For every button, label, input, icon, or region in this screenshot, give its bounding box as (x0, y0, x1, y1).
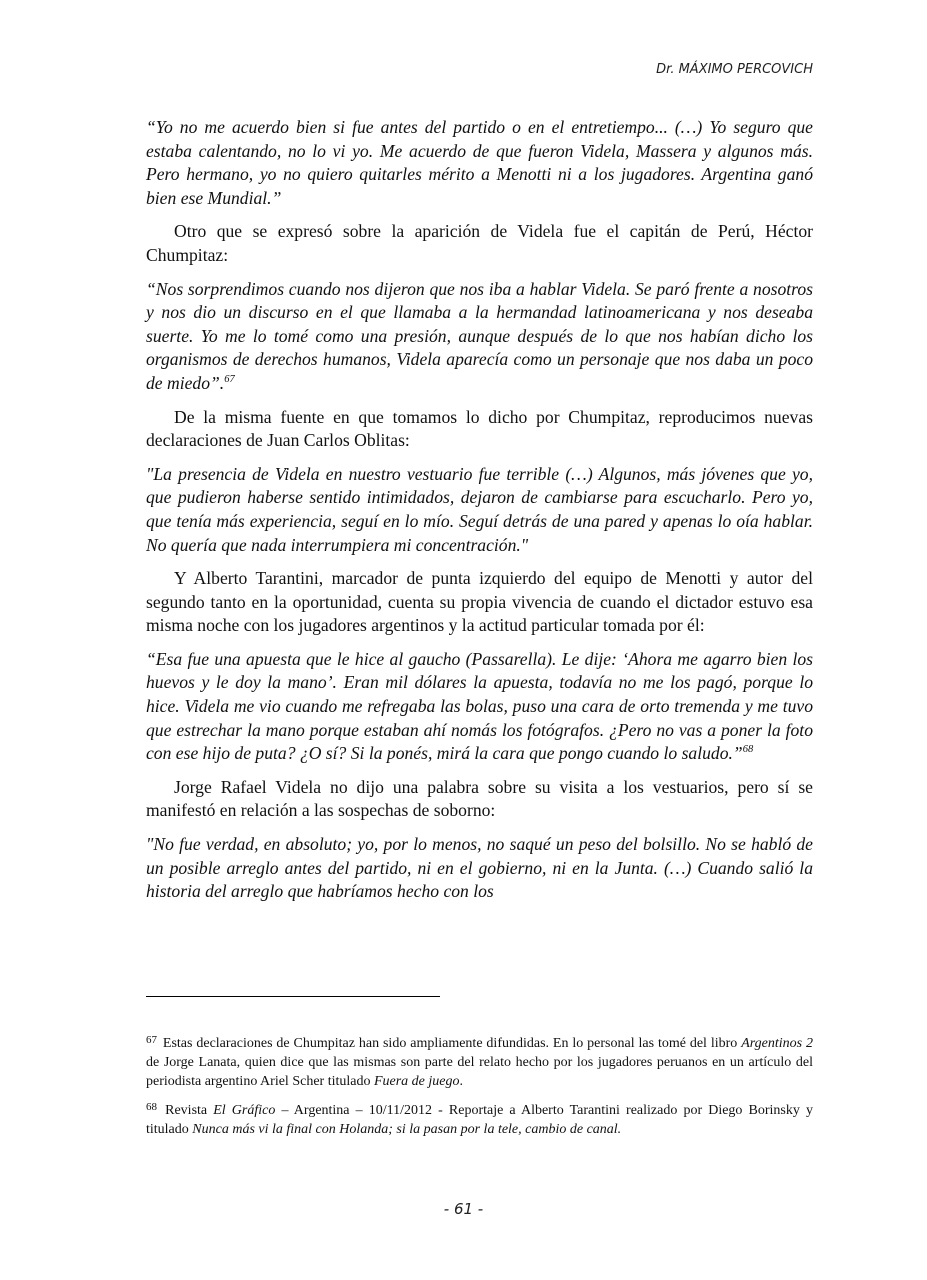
footnote-ref-68[interactable]: 68 (742, 744, 754, 756)
footnote-number-68: 68 (146, 1101, 157, 1113)
quote-paragraph-7: “Esa fue una apuesta que le hice al gaucho (Passarella). Le dije: ‘Ahora me agarro bien los huevos y le doy la mano’. Eran mil dólares la apuesta, todavía no me los pagó, porque lo hice. Videla me vio cuando me refregaba las bolas, puso una cara de orto tremenda y me tuvo que estrechar la mano porque estaban ahí nomás los fotógrafos. ¿Pero no vas a poner la foto con ese hijo de puta? ¿O sí? Si la ponés, mirá la cara que pongo cuando lo saludo.”$^{68}$ (146, 648, 813, 764)
footnote-68: $^{68}$ Revista El Gráfico – Argentina – 10/11/2012 - Reportaje a Alberto Tarantini realizado por Diego Borinsky y titulado Nunca más vi la final con Holanda; si la pasan por la tele, cambio de canal. (146, 1101, 813, 1137)
book-title: Argentinos 2 (741, 1036, 814, 1051)
running-header: Dr. MÁXIMO PERCOVICH (656, 62, 813, 77)
footnote-separator (146, 996, 440, 997)
quote-paragraph-3: “Nos sorprendimos cuando nos dijeron que nos iba a hablar Videla. Se paró frente a nosotros y nos dio un discurso en el que llamaba a la hermandad latinoamericana y nos deseaba suerte. Yo me lo tomé como una presión, aunque después de lo que nos habían dicho los organismos de derechos humanos, Videla aparecía como un personaje que nos daba un poco de miedo”.$^{67}$ (146, 278, 813, 393)
footnote-ref-67[interactable]: 67 (224, 373, 235, 385)
quote-paragraph-9: "No fue verdad, en absoluto; yo, por lo menos, no saqué un peso del bolsillo. No se habló de un posible arreglo antes del partido, ni en el gobierno, ni en la Junta. (…) Cuando salió la historia del arreglo que habríamos hecho con los (146, 834, 813, 902)
paragraph-6: Y Alberto Tarantini, marcador de punta izquierdo del equipo de Menotti y autor del segundo tanto en la oportunidad, cuenta su propia vivencia de cuando el dictador estuvo esa misma noche con los jugadores argentinos y la actitud particular tomada por él: (146, 568, 813, 636)
paragraph-4: De la misma fuente en que tomamos lo dicho por Chumpitaz, reproducimos nuevas declaraciones de Juan Carlos Oblitas: (146, 406, 813, 451)
article-title: Fuera de juego (373, 1074, 460, 1089)
footnote-67: $^{67}$ Estas declaraciones de Chumpitaz han sido ampliamente difundidas. En lo personal las tomé del libro Argentinos 2 de Jorge Lanata, quien dice que las mismas son parte del relato hecho por los jugadores peruanos en un artículo del periodista argentino Ariel Scher titulado Fuera de juego. (146, 1034, 814, 1089)
footnote-number-67: 67 (146, 1034, 157, 1046)
paragraph-2: Otro que se expresó sobre la aparición de Videla fue el capitán de Perú, Héctor Chumpitaz: (146, 221, 813, 265)
body-text (146, 116, 813, 914)
footnotes (146, 1034, 813, 1149)
magazine-title: El Gráfico (213, 1103, 276, 1118)
quote-paragraph-5: "La presencia de Videla en nuestro vestuario fue terrible (…) Algunos, más jóvenes que yo, que pudieron haberse sentido intimidados, dejaron de cambiarse para escucharlo. Pero yo, que tenía más experiencia, seguí en lo mío. Seguí detrás de una pared y apenas lo oía hablar. No quería que nada interrumpiera mi concentración." (146, 463, 813, 555)
interview-title: Nunca más vi la final con Holanda; si la pasan por la tele, cambio de canal. (192, 1122, 622, 1137)
page-number: - 61 - (443, 1200, 484, 1218)
quote-paragraph-1: “Yo no me acuerdo bien si fue antes del partido o en el entretiempo... (…) Yo seguro que estaba calentando, no lo vi yo. Me acuerdo de que fueron Videla, Massera y algunos más. Pero hermano, yo no quiero quitarles mérito a Menotti ni a los jugadores. Argentina ganó bien ese Mundial.” (146, 117, 813, 208)
paragraph-8: Jorge Rafael Videla no dijo una palabra sobre su visita a los vestuarios, pero sí se manifestó en relación a las sospechas de soborno: (146, 776, 813, 821)
